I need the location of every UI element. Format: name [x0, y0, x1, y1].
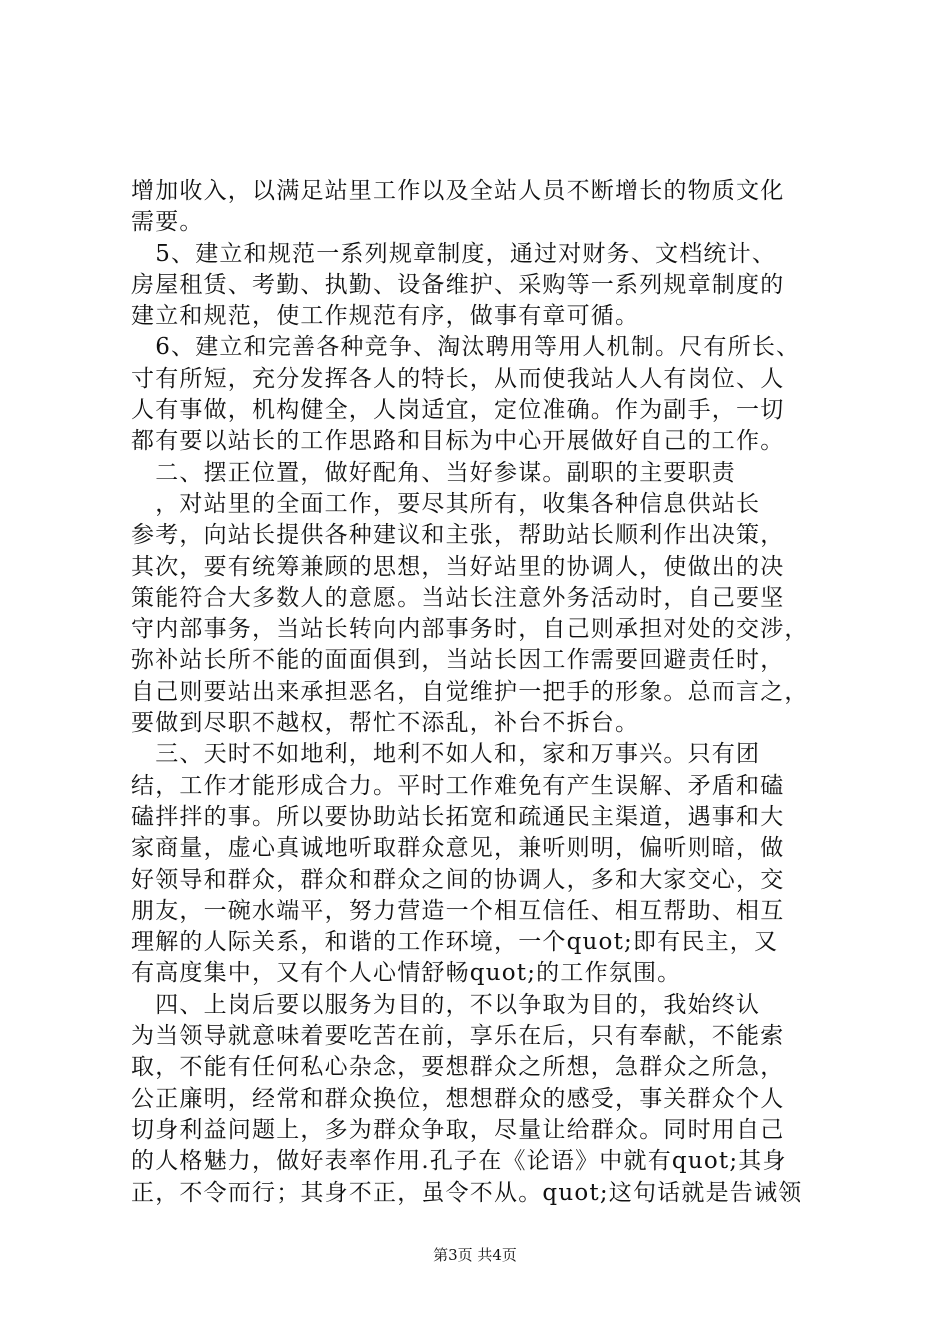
text-line: 其次，要有统筹兼顾的思想，当好站里的协调人，使做出的决: [131, 553, 785, 580]
text-line: 有高度集中，又有个人心情舒畅quot;的工作氛围。: [131, 960, 682, 987]
text-line: 房屋租赁、考勤、执勤、设备维护、采购等一系列规章制度的: [131, 271, 785, 298]
text-line: 自己则要站出来承担恶名，自觉维护一把手的形象。总而言之，: [131, 678, 809, 705]
text-line: 策能符合大多数人的意愿。当站长注意外务活动时，自己要坚: [131, 584, 785, 611]
text-line: 朋友，一碗水端平，努力营造一个相互信任、相互帮助、相互: [131, 897, 785, 924]
text-line: 为当领导就意味着要吃苦在前，享乐在后，只有奉献，不能索: [131, 1023, 785, 1050]
text-line: 人有事做，机构健全，人岗适宜，定位准确。作为副手，一切: [131, 397, 785, 424]
text-line: 6、建立和完善各种竞争、淘汰聘用等用人机制。尺有所长、: [131, 334, 801, 361]
text-line: 守内部事务，当站长转向内部事务时，自己则承担对处的交涉，: [131, 616, 809, 643]
text-line: 建立和规范，使工作规范有序，做事有章可循。: [131, 303, 640, 330]
text-line: 的人格魅力，做好表率作用.孔子在《论语》中就有quot;其身: [131, 1148, 787, 1175]
text-line: 二、摆正位置，做好配角、当好参谋。副职的主要职责: [131, 459, 736, 486]
text-line: 正，不令而行；其身不正，虽令不从。quot;这句话就是告诫领: [131, 1179, 803, 1206]
text-line: 三、天时不如地利，地利不如人和，家和万事兴。只有团: [131, 741, 761, 768]
text-line: 5、建立和规范一系列规章制度，通过对财务、文档统计、: [131, 240, 777, 267]
text-line: 公正廉明，经常和群众换位，想想群众的感受，事关群众个人: [131, 1085, 785, 1112]
text-line: 结，工作才能形成合力。平时工作难免有产生误解、矛盾和磕: [131, 772, 785, 799]
text-line: 参考，向站长提供各种建议和主张，帮助站长顺利作出决策，: [131, 522, 785, 549]
text-line: 寸有所短，充分发挥各人的特长，从而使我站人人有岗位、人: [131, 365, 785, 392]
text-line: 要做到尽职不越权，帮忙不添乱，补台不拆台。: [131, 710, 640, 737]
text-line: ，对站里的全面工作，要尽其所有，收集各种信息供站长: [131, 490, 761, 517]
document-body: [131, 176, 861, 1209]
text-line: 四、上岗后要以服务为目的，不以争取为目的，我始终认: [131, 991, 761, 1018]
text-line: 好领导和群众，群众和群众之间的协调人，多和大家交心，交: [131, 866, 785, 893]
text-line: 家商量，虚心真诚地听取群众意见，兼听则明，偏听则暗，做: [131, 835, 785, 862]
text-line: 切身利益问题上，多为群众争取，尽量让给群众。同时用自己: [131, 1116, 785, 1143]
text-line: 理解的人际关系，和谐的工作环境，一个quot;即有民主，又: [131, 929, 779, 956]
text-line: 都有要以站长的工作思路和目标为中心开展做好自己的工作。: [131, 428, 785, 455]
page-footer: 第3页 共4页: [433, 1246, 517, 1264]
text-line: 需要。: [131, 209, 204, 236]
text-line: 取，不能有任何私心杂念，要想群众之所想，急群众之所急，: [131, 1054, 785, 1081]
text-line: 增加收入，以满足站里工作以及全站人员不断增长的物质文化: [131, 178, 785, 204]
text-line: 磕拌拌的事。所以要协助站长拓宽和疏通民主渠道，遇事和大: [131, 803, 785, 830]
text-line: 弥补站长所不能的面面俱到，当站长因工作需要回避责任时，: [131, 647, 785, 674]
